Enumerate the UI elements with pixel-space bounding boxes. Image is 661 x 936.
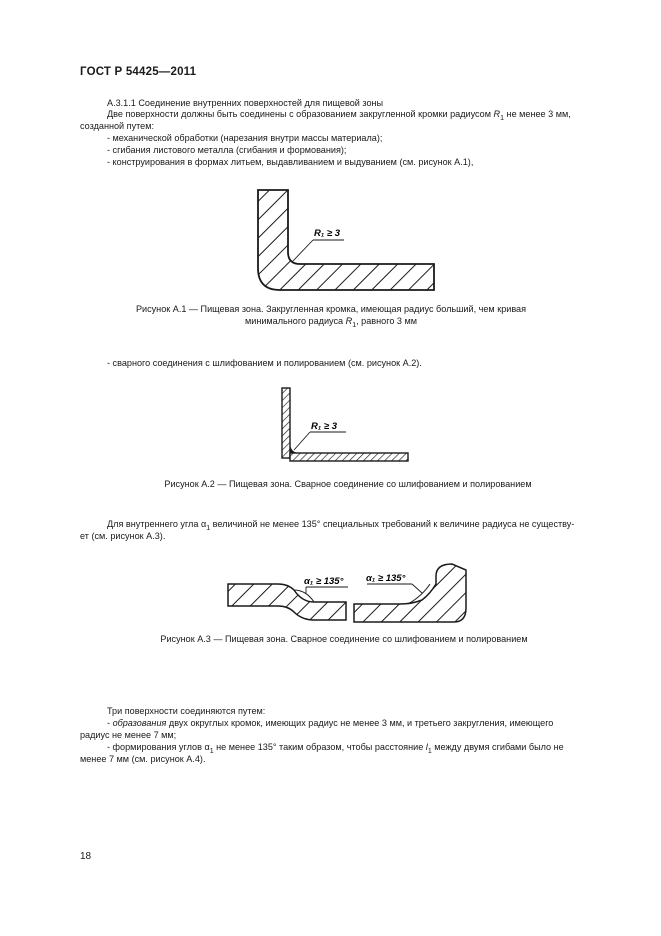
figure-a1-drawing <box>240 182 445 297</box>
angle-para-pre: Для внутреннего угла <box>107 519 201 529</box>
caption-a1-radius-symbol: R <box>345 316 353 326</box>
angle-alpha-subscript: 1 <box>206 524 211 532</box>
figure-a2-vertical-plate <box>282 388 290 458</box>
bullet2-length-subscript: 1 <box>427 747 432 755</box>
radius-symbol: R <box>493 109 501 119</box>
angle-para-line1 <box>107 518 574 535</box>
caption-a1-pre: минимального радиуса <box>244 316 346 326</box>
figure-a3-right-angle-label: α₁ ≥ 135° <box>366 573 406 584</box>
bullet2-alpha-subscript: 1 <box>209 747 214 755</box>
bullet2-mid: не менее 135° таким образом, чтобы расстояние <box>213 742 426 752</box>
three-surfaces-bullet1-line2: радиус не менее 7 мм; <box>80 730 177 740</box>
figure-a2-horizontal-plate <box>290 453 408 461</box>
figure-a1-caption-line1: Рисунок А.1 — Пищевая зона. Закругленная кромка, имеющая радиус больший, чем кривая <box>135 304 527 314</box>
bullet-molding: - конструирования в формах литьем, выдавливанием и выдуванием (см. рисунок А.1), <box>107 157 474 167</box>
intro-text-post: не менее 3 мм, <box>504 109 571 119</box>
figure-a1-profile <box>258 190 434 290</box>
figure-a2-caption: Рисунок А.2 — Пищевая зона. Сварное соединение со шлифованием и полированием <box>164 479 532 489</box>
three-surfaces-intro: Три поверхности соединяются путем: <box>107 706 266 716</box>
caption-a1-post: , равного 3 мм <box>356 316 417 326</box>
bullet2-alpha-symbol: α <box>204 742 210 752</box>
intro-line-2: созданной путем: <box>80 121 155 131</box>
figure-a3-drawing <box>222 560 472 630</box>
bullet-bending: - сгибания листового металла (сгибания и формования); <box>107 145 347 155</box>
figure-a1-caption-line2 <box>80 315 582 332</box>
intro-text-pre: Две поверхности должны быть соединены с образованием закругленной кромки радиусом <box>107 109 494 119</box>
figure-a2-drawing <box>270 384 415 468</box>
page-number: 18 <box>80 851 92 862</box>
document-header: ГОСТ Р 54425—2011 <box>80 66 197 78</box>
caption-a1-radius-subscript: 1 <box>352 321 357 329</box>
angle-para-post: величиной не менее 135° специальных требований к величине радиуса не существу- <box>210 519 575 529</box>
radius-subscript: 1 <box>500 114 505 122</box>
figure-a1-radius-label: R₁ ≥ 3 <box>314 228 340 239</box>
figure-a2-leader <box>294 432 310 450</box>
figure-a3-right-leader <box>412 584 422 593</box>
bullet2-length-symbol: l <box>425 742 428 752</box>
figure-a3-left-plate <box>228 584 346 620</box>
figure-a3-left-angle-label: α₁ ≥ 135° <box>304 576 344 587</box>
figure-a3-caption: Рисунок А.3 — Пищевая зона. Сварное соединение со шлифованием и полированием <box>160 634 528 644</box>
angle-alpha-symbol: α <box>200 519 207 529</box>
figure-a1-leader <box>292 240 313 262</box>
angle-para-line2: ет (см. рисунок А.3). <box>80 531 166 541</box>
bullet-welding: - сварного соединения с шлифованием и полированием (см. рисунок А.2). <box>107 358 422 368</box>
three-surfaces-bullet1 <box>107 717 553 729</box>
bullet1-dash: - <box>107 718 113 728</box>
bullet1-italic-word: образования <box>112 718 167 728</box>
three-surfaces-bullet2-line2: менее 7 мм (см. рисунок А.4). <box>80 754 206 764</box>
figure-a2-radius-label: R₁ ≥ 3 <box>311 421 337 432</box>
bullet1-rest: двух округлых кромок, имеющих радиус не менее 3 мм, и третьего закругления, имеющего <box>166 718 554 728</box>
intro-line-1 <box>107 108 571 125</box>
bullet2-pre: - формирования углов <box>107 742 205 752</box>
section-heading: А.3.1.1 Соединение внутренних поверхностей для пищевой зоны <box>107 98 384 108</box>
bullet2-post: между двумя сгибами было не <box>431 742 564 752</box>
bullet-machining: - механической обработки (нарезания внутри массы материала); <box>107 133 383 143</box>
